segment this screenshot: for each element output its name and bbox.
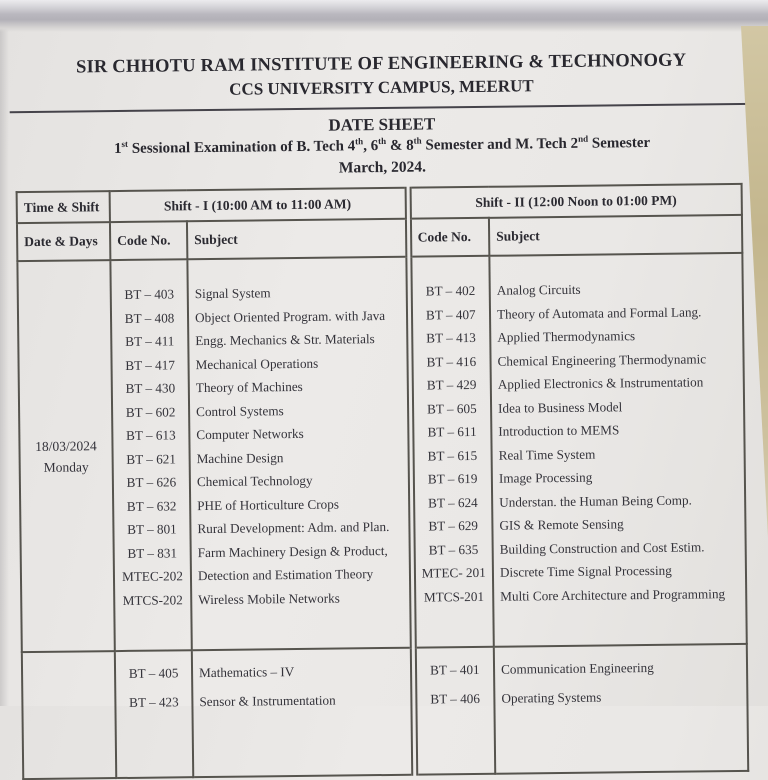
time-shift-header: Time & Shift bbox=[17, 191, 110, 223]
shift1-code-cell bbox=[115, 650, 193, 778]
exam-subject-list bbox=[501, 645, 747, 773]
exam-subject: Chemical Engineering Thermodynamic bbox=[497, 350, 707, 369]
exam-code: BT – 417 bbox=[125, 356, 175, 373]
exam-code-list bbox=[116, 651, 192, 777]
subject-header-shift1: Subject bbox=[187, 219, 408, 260]
exam-code: BT – 403 bbox=[124, 286, 175, 302]
exam-code-list bbox=[416, 648, 494, 774]
date-value bbox=[24, 715, 115, 716]
datesheet-body bbox=[17, 253, 748, 779]
exam-code: BT – 406 bbox=[430, 690, 481, 707]
exam-code: BT – 635 bbox=[428, 541, 479, 558]
exam-subject: Operating Systems bbox=[501, 689, 602, 706]
exam-code: BT – 624 bbox=[428, 494, 478, 511]
exam-code: BT – 619 bbox=[427, 470, 478, 487]
exam-code: BT – 408 bbox=[124, 309, 175, 326]
exam-subject: Analog Circuits bbox=[496, 281, 581, 298]
exam-month: March, 2024. bbox=[338, 158, 426, 177]
exam-subject: Object Oriented Program. with Java bbox=[194, 307, 386, 325]
shift1-subject-cell bbox=[187, 257, 412, 650]
exam-code: MTCS-201 bbox=[423, 588, 485, 605]
exam-subject-list bbox=[194, 258, 409, 649]
exam-subject: Engg. Mechanics & Str. Materials bbox=[195, 331, 375, 349]
exam-code: BT – 611 bbox=[427, 423, 477, 440]
exam-code: BT – 429 bbox=[426, 376, 477, 393]
exam-subject: Building Construction and Cost Estim. bbox=[499, 538, 705, 557]
shift2-subject-cell bbox=[494, 644, 748, 774]
exam-subject: Introduction to MEMS bbox=[498, 422, 620, 439]
shift1-header: Shift - I (10:00 AM to 11:00 AM) bbox=[110, 188, 408, 222]
day-value bbox=[24, 715, 115, 716]
institute-name: SIR CHHOTU RAM INSTITUTE OF ENGINEERING & TECHNONOGY bbox=[75, 50, 687, 78]
exam-code: MTEC-202 bbox=[121, 568, 183, 584]
code-header-shift1: Code No. bbox=[110, 221, 187, 260]
exam-subject: Computer Networks bbox=[196, 425, 304, 443]
exam-subject: Chemical Technology bbox=[196, 472, 313, 490]
exam-code: BT – 423 bbox=[129, 694, 179, 710]
exam-subject: Theory of Automata and Formal Lang. bbox=[496, 303, 702, 322]
exam-code: BT – 615 bbox=[427, 447, 478, 464]
exam-subject: Signal System bbox=[194, 285, 271, 302]
exam-subject: Sensor & Instrumentation bbox=[199, 692, 336, 710]
exam-subject: Wireless Mobile Networks bbox=[198, 590, 340, 607]
exam-subject: Multi Core Architecture and Programming bbox=[500, 585, 726, 604]
shift2-header: Shift - II (12:00 Noon to 01:00 PM) bbox=[408, 184, 742, 219]
campus-name: CCS UNIVERSITY CAMPUS, MEERUT bbox=[229, 76, 534, 99]
exam-subject: Machine Design bbox=[196, 449, 284, 466]
exam-subject: Discrete Time Signal Processing bbox=[499, 562, 672, 580]
exam-code: BT – 626 bbox=[126, 474, 177, 490]
date-group-row bbox=[22, 644, 748, 779]
exam-code: BT – 613 bbox=[125, 427, 176, 443]
document-title: DATE SHEET bbox=[328, 114, 436, 135]
exam-subtitle: 1st Sessional Examination of B. Tech 4th, 6th & 8th Semester and M. Tech 2nd Semester bbox=[113, 133, 651, 158]
datesheet-table bbox=[16, 183, 750, 780]
date-group-row bbox=[17, 253, 746, 652]
exam-code-list bbox=[111, 260, 190, 650]
exam-subject: Mathematics – IV bbox=[198, 664, 295, 681]
exam-subject-list bbox=[199, 649, 411, 776]
date-cell bbox=[22, 651, 116, 779]
date-days-header: Date & Days bbox=[17, 222, 110, 261]
exam-code: BT – 416 bbox=[426, 353, 477, 370]
day-value: Monday bbox=[43, 458, 89, 475]
exam-subject-list bbox=[496, 254, 745, 646]
exam-subject: GIS & Remote Sensing bbox=[499, 516, 624, 533]
exam-subject: Mechanical Operations bbox=[195, 355, 319, 372]
exam-subject: Communication Engineering bbox=[500, 659, 654, 677]
shift2-subject-cell bbox=[489, 253, 746, 647]
exam-subject: Real Time System bbox=[498, 446, 596, 463]
exam-code: BT – 402 bbox=[425, 282, 476, 299]
exam-subject: Rural Development: Adm. and Plan. bbox=[197, 518, 390, 537]
exam-subject: PHE of Horticulture Crops bbox=[197, 496, 339, 513]
exam-code: BT – 411 bbox=[125, 333, 175, 349]
shift2-code-cell bbox=[413, 647, 495, 775]
date-value: 18/03/2024 bbox=[35, 437, 97, 454]
exam-subject: Farm Machinery Design & Product, bbox=[197, 542, 388, 560]
subject-header-shift2: Subject bbox=[489, 215, 742, 256]
date-cell bbox=[17, 260, 114, 652]
exam-code: BT – 407 bbox=[425, 306, 476, 323]
shift1-subject-cell bbox=[192, 648, 414, 777]
code-header-shift2: Code No. bbox=[408, 218, 489, 257]
letterhead bbox=[0, 48, 766, 105]
exam-subject: Control Systems bbox=[196, 402, 284, 419]
exam-subject: Image Processing bbox=[498, 469, 593, 486]
photo-top-edge-band bbox=[0, 0, 768, 32]
exam-code: BT – 430 bbox=[125, 380, 176, 396]
exam-code: MTEC- 201 bbox=[421, 564, 486, 581]
exam-code: BT – 605 bbox=[426, 400, 477, 417]
exam-code-list bbox=[412, 257, 493, 647]
shift1-code-cell bbox=[110, 259, 191, 651]
exam-code: BT – 801 bbox=[127, 521, 177, 537]
exam-code: MTCS-202 bbox=[122, 591, 183, 608]
exam-code: BT – 401 bbox=[429, 661, 480, 678]
exam-code: BT – 602 bbox=[125, 403, 176, 420]
exam-code: BT – 629 bbox=[428, 517, 479, 534]
exam-subject: Idea to Business Model bbox=[498, 398, 623, 416]
exam-code: BT – 621 bbox=[126, 450, 177, 467]
shift2-code-cell bbox=[408, 256, 493, 648]
exam-subject: Understan. the Human Being Comp. bbox=[499, 492, 692, 510]
exam-subject: Applied Electronics & Instrumentation bbox=[497, 374, 704, 392]
exam-subject: Theory of Machines bbox=[195, 378, 303, 396]
exam-subject: Detection and Estimation Theory bbox=[197, 566, 374, 584]
photo-left-shadow bbox=[0, 0, 9, 706]
exam-code: BT – 413 bbox=[426, 329, 476, 346]
exam-code: BT – 405 bbox=[128, 665, 179, 681]
exam-subject: Applied Thermodynamics bbox=[497, 328, 636, 345]
exam-code: BT – 831 bbox=[127, 544, 178, 561]
exam-code: BT – 632 bbox=[126, 497, 177, 514]
